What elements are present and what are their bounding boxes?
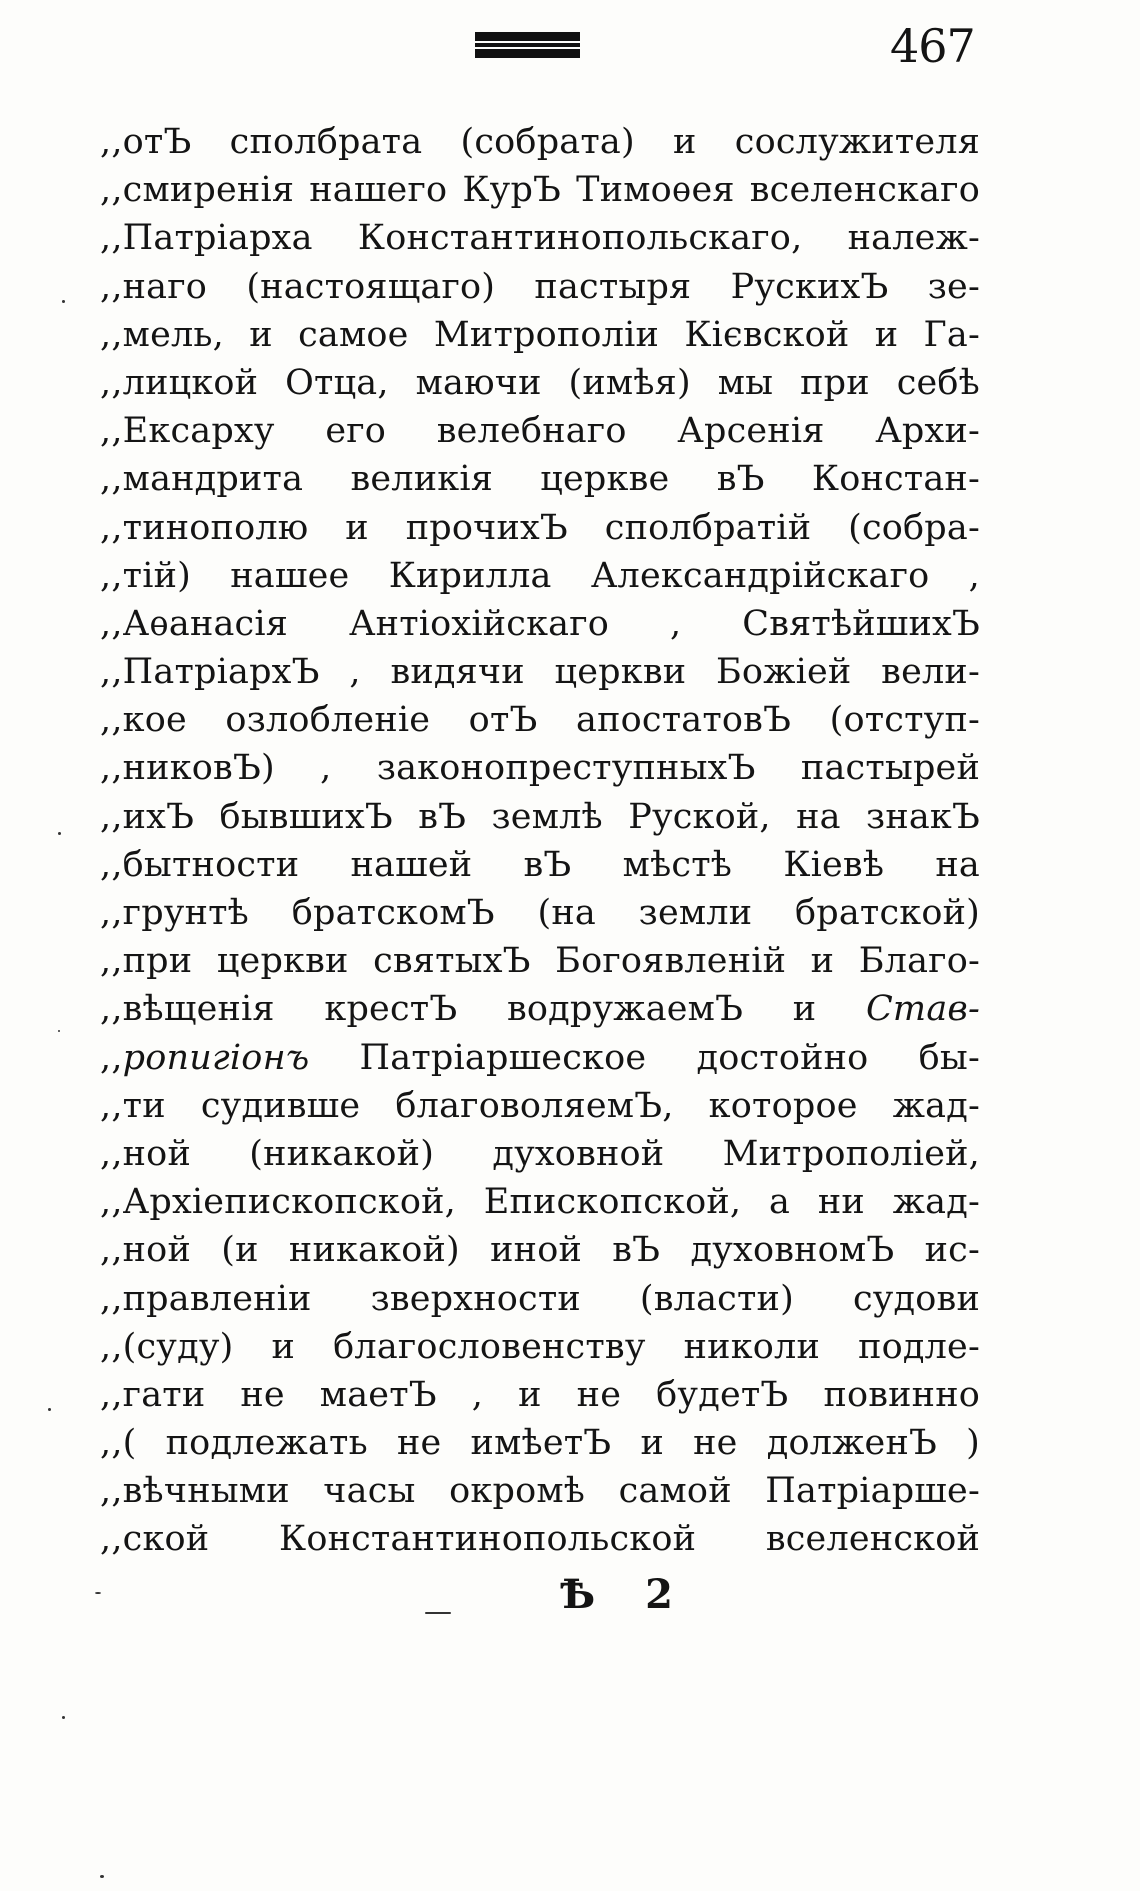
text-line — [100, 1515, 980, 1563]
line-text: ,,отЪ сполбрата (собрата) и сослужителя — [100, 122, 980, 162]
line-text: ,,вѣщенія крестЪ водружаемЪ и — [100, 989, 866, 1030]
line-text: ,,мандрита великія церкве вЪ Констан- — [100, 459, 980, 500]
header-rule-bar — [475, 49, 580, 58]
text-line — [100, 1419, 980, 1467]
text-line — [100, 1082, 980, 1130]
line-text: ,,ной (и никакой) иной вЪ духовномЪ ис- — [100, 1230, 980, 1271]
line-text: ,,ти судивше благоволяемЪ, которое жад- — [100, 1085, 980, 1126]
text-line — [100, 1371, 980, 1419]
line-text: ,,правленіи зверхности (власти) судови — [100, 1278, 980, 1319]
line-text: ,,ПатріархЪ , видячи церкви Божіей вели- — [100, 652, 980, 693]
line-text: ,,тій) нашее Кирилла Александрійскаго , — [100, 555, 980, 596]
text-line — [100, 504, 980, 552]
line-text: ,,Патріарха Константинопольскаго, належ- — [100, 218, 980, 259]
line-text: ,,Ексарху его велебнаго Арсенія Архи- — [100, 411, 980, 452]
paper-speck — [58, 832, 61, 835]
text-line — [100, 214, 980, 262]
text-line — [100, 552, 980, 600]
text-line — [100, 841, 980, 889]
text-line — [100, 311, 980, 359]
text-line — [100, 937, 980, 985]
paper-speck — [48, 1408, 51, 1411]
line-text: ,,наго (настоящаго) пастыря РускихЪ зе- — [100, 266, 980, 307]
text-line — [100, 1130, 980, 1178]
line-text: ,,(суду) и благословенству николи подле- — [100, 1326, 980, 1367]
printer-signature-mark: Ѣ 2 — [560, 1571, 691, 1618]
text-line — [100, 166, 980, 214]
text-line — [100, 1034, 980, 1082]
paper-speck — [425, 1612, 451, 1614]
line-text: ,,ской Константинопольской вселенской — [100, 1519, 980, 1560]
line-text: ,,при церкви святыхЪ Богоявленій и Благо- — [100, 941, 980, 982]
text-line — [100, 744, 980, 792]
line-text: ,,бытности нашей вЪ мѣстѣ Кіевѣ на — [100, 844, 980, 885]
text-line — [100, 1467, 980, 1515]
page-number: 467 — [890, 19, 975, 73]
text-line — [100, 1323, 980, 1371]
line-text: ,,никовЪ) , законопреступныхЪ пастырей — [100, 748, 980, 789]
line-text: ,,Архіепископской, Епископской, а ни жад- — [100, 1182, 980, 1223]
text-line — [100, 1226, 980, 1274]
paper-speck — [100, 1875, 104, 1878]
text-line — [100, 600, 980, 648]
text-line — [100, 793, 980, 841]
line-text: ,,смиренія нашего КурЪ Тимоѳея вселенскаго — [100, 170, 980, 211]
text-line — [100, 1275, 980, 1323]
line-text: ,,тинополю и прочихЪ сполбратій (собра- — [100, 507, 980, 548]
text-line — [100, 263, 980, 311]
line-text: ,,гати не маетЪ , и не будетЪ повинно — [100, 1374, 980, 1415]
text-line — [100, 455, 980, 503]
line-text: ,,ихЪ бывшихЪ вЪ землѣ Руской, на знакЪ — [100, 796, 980, 837]
text-line — [100, 1178, 980, 1226]
line-text: ,,( подлежать не имѣетЪ и не долженЪ ) — [100, 1423, 980, 1464]
line-text: ,, — [100, 1037, 123, 1078]
line-text: ,,кое озлобленіе отЪ апостатовЪ (отступ- — [100, 700, 980, 741]
body-text — [100, 118, 980, 1564]
line-text: ,,лицкой Отца, маючи (имѣя) мы при себѣ — [100, 362, 980, 403]
line-text: ,,грунтѣ братскомЪ (на земли братской) — [100, 893, 980, 933]
line-text: ,,вѣчными часы окромѣ самой Патріарше- — [100, 1471, 980, 1512]
line-text: ,,мель, и самое Митрополіи Кієвской и Га- — [100, 314, 980, 355]
header-rule-bar — [475, 32, 580, 41]
italic-text: ропигіонъ — [122, 1037, 310, 1078]
paper-speck — [62, 300, 65, 303]
line-text: ,,ной (никакой) духовной Митрополіей, — [100, 1133, 980, 1174]
paper-speck — [58, 1030, 60, 1032]
text-line — [100, 985, 980, 1033]
text-line — [100, 118, 980, 166]
text-line — [100, 648, 980, 696]
italic-text: Став- — [865, 989, 980, 1030]
line-text: ,,Аѳанасія Антіохійскаго , СвятѣйшихЪ — [100, 603, 980, 644]
text-line — [100, 407, 980, 455]
text-line — [100, 889, 980, 937]
header-ornament-rule — [475, 32, 580, 58]
paper-speck — [95, 1592, 101, 1594]
text-line — [100, 359, 980, 407]
text-line — [100, 696, 980, 744]
header-rule-bar — [475, 43, 580, 47]
line-text: Патріаршеское достойно бы- — [309, 1037, 980, 1078]
paper-speck — [62, 1716, 65, 1719]
